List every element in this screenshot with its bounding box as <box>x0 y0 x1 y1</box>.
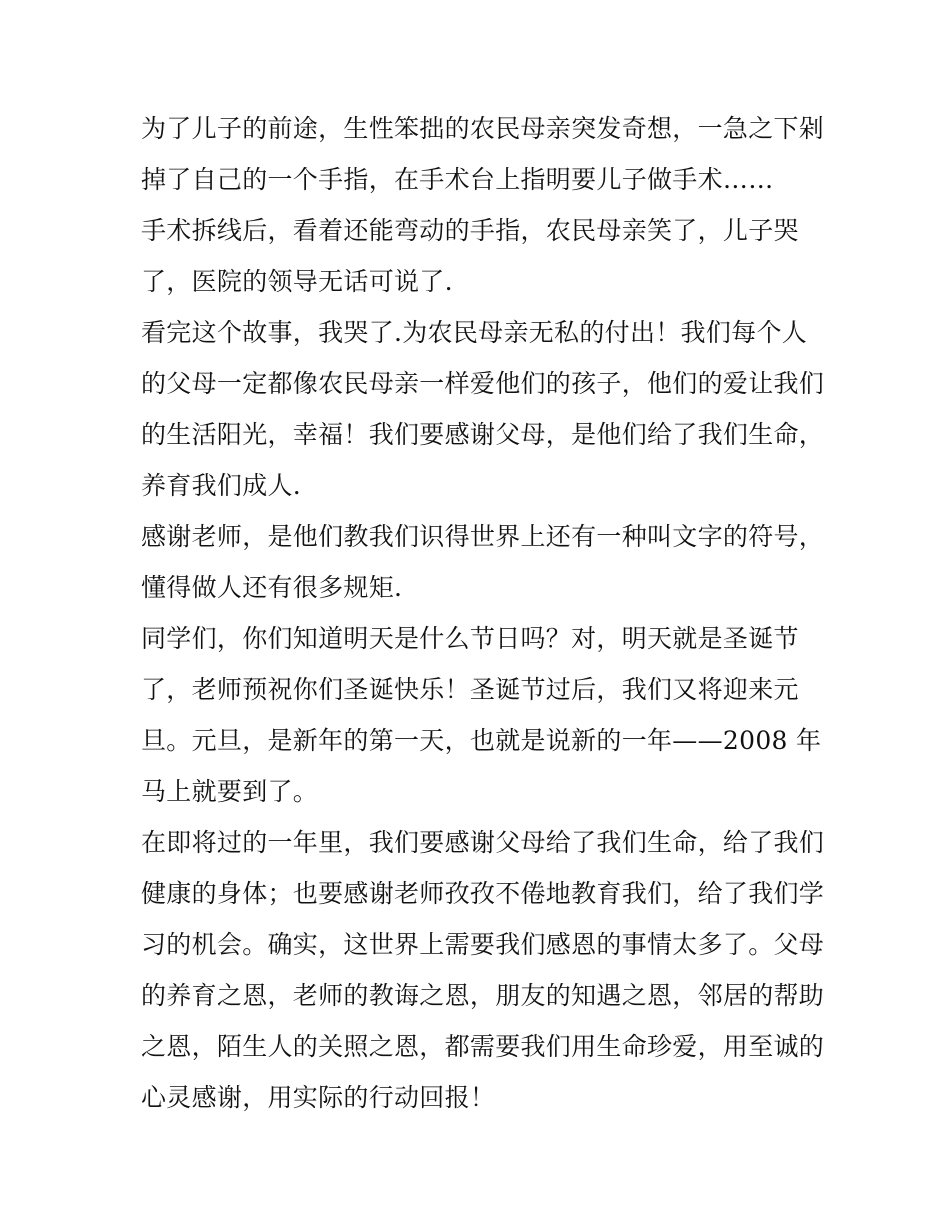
body-text <box>141 103 825 1123</box>
text-line: 的父母一定都像农民母亲一样爱他们的孩子，他们的爱让我们 <box>141 369 825 398</box>
text-line: 懂得做人还有很多规矩. <box>141 573 403 602</box>
text-line: 习的机会。确实，这世界上需要我们感恩的事情太多了。父母 <box>141 930 825 959</box>
text-line: 掉了自己的一个手指，在手术台上指明要儿子做手术…… <box>141 165 774 194</box>
text-line: 旦。元旦，是新年的第一天，也就是说新的一年——2008 年 <box>141 726 822 755</box>
text-line: 心灵感谢，用实际的行动回报！ <box>141 1083 496 1112</box>
text-line: 的养育之恩，老师的教诲之恩，朋友的知遇之恩，邻居的帮助 <box>141 981 825 1010</box>
text-line: 之恩，陌生人的关照之恩，都需要我们用生命珍爱，用至诚的 <box>141 1032 825 1061</box>
text-line: 的生活阳光，幸福！我们要感谢父母，是他们给了我们生命， <box>141 420 825 449</box>
text-line: 马上就要到了。 <box>141 777 319 806</box>
text-line: 看完这个故事，我哭了.为农民母亲无私的付出！我们每个人 <box>141 318 808 347</box>
text-line: 为了儿子的前途，生性笨拙的农民母亲突发奇想，一急之下剁 <box>141 114 825 143</box>
text-line: 同学们，你们知道明天是什么节日吗？对，明天就是圣诞节 <box>141 624 799 653</box>
text-line: 了，医院的领导无话可说了. <box>141 267 453 296</box>
text-line: 在即将过的一年里，我们要感谢父母给了我们生命，给了我们 <box>141 828 825 857</box>
text-line: 了，老师预祝你们圣诞快乐！圣诞节过后，我们又将迎来元 <box>141 675 799 704</box>
text-line: 健康的身体；也要感谢老师孜孜不倦地教育我们，给了我们学 <box>141 879 825 908</box>
text-line: 养育我们成人. <box>141 471 302 500</box>
text-line: 感谢老师，是他们教我们识得世界上还有一种叫文字的符号， <box>141 522 825 551</box>
text-line: 手术拆线后，看着还能弯动的手指，农民母亲笑了，儿子哭 <box>141 216 799 245</box>
